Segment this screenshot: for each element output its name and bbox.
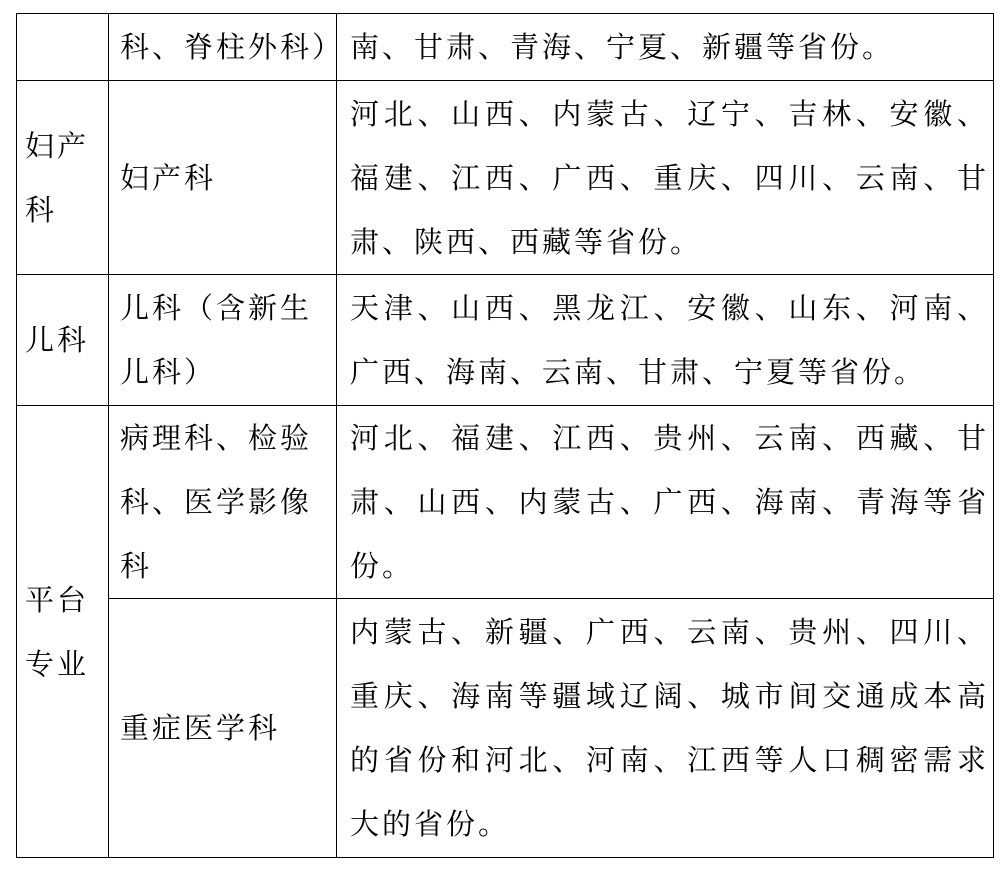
provinces-cell: 天津、山西、黑龙江、安徽、山东、河南、广西、海南、云南、甘肃、宁夏等省份。 — [337, 275, 994, 406]
subcategory-cell: 妇产科 — [109, 81, 337, 275]
category-cell: 儿科 — [17, 275, 109, 406]
provinces-cell: 南、甘肃、青海、宁夏、新疆等省份。 — [337, 14, 994, 81]
table-row — [17, 406, 994, 599]
category-cell — [17, 14, 109, 81]
table-row — [17, 81, 994, 275]
subcategory-cell: 重症医学科 — [109, 599, 337, 858]
table-row — [17, 599, 994, 858]
table-row — [17, 275, 994, 406]
provinces-cell: 河北、福建、江西、贵州、云南、西藏、甘肃、山西、内蒙古、广西、海南、青海等省份。 — [337, 406, 994, 599]
category-cell: 平台专业 — [17, 406, 109, 858]
provinces-cell: 河北、山西、内蒙古、辽宁、吉林、安徽、福建、江西、广西、重庆、四川、云南、甘肃、陕西、西藏等省份。 — [337, 81, 994, 275]
provinces-cell: 内蒙古、新疆、广西、云南、贵州、四川、重庆、海南等疆域辽阔、城市间交通成本高的省份和河北、河南、江西等人口稠密需求大的省份。 — [337, 599, 994, 858]
subcategory-cell: 科、脊柱外科） — [109, 14, 337, 81]
subcategory-cell: 儿科（含新生儿科） — [109, 275, 337, 406]
category-cell: 妇产科 — [17, 81, 109, 275]
subcategory-cell: 病理科、检验科、医学影像科 — [109, 406, 337, 599]
specialty-province-table — [16, 13, 994, 858]
table-row — [17, 14, 994, 81]
